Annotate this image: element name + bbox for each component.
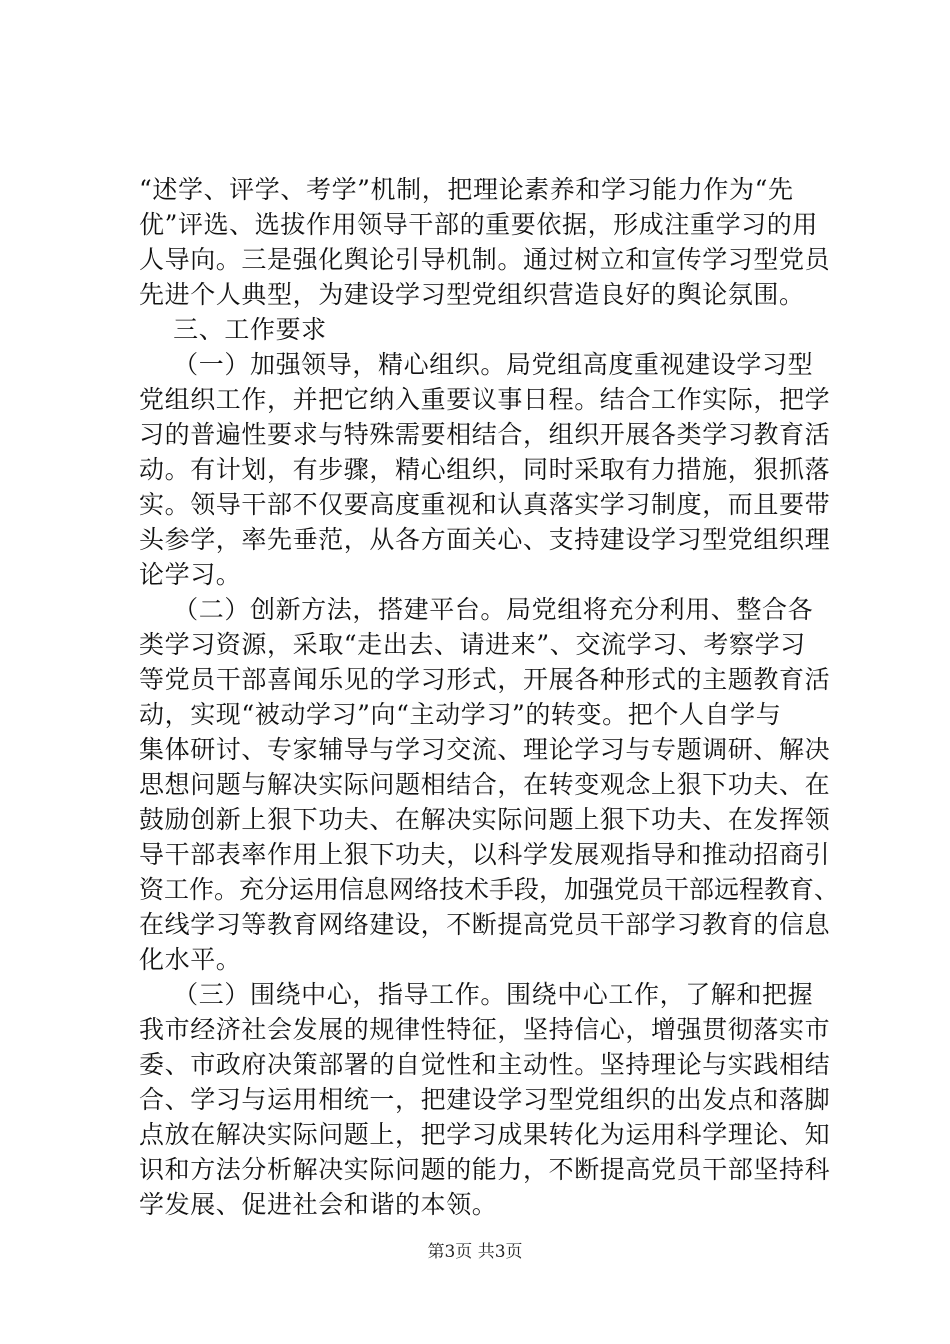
text-line: 动，实现“被动学习”向“主动学习”的转变。把个人自学与: [139, 700, 782, 729]
text-line: 等党员干部喜闻乐见的学习形式，开展各种形式的主题教育活: [139, 665, 831, 694]
text-line: 集体研讨、专家辅导与学习交流、理论学习与专题调研、解决: [139, 735, 831, 764]
text-line: 人导向。三是强化舆论引导机制。通过树立和宣传学习型党员: [139, 245, 831, 274]
text-line: （二）创新方法，搭建平台。局党组将充分利用、整合各: [139, 595, 814, 624]
text-line: 委、市政府决策部署的自觉性和主动性。坚持理论与实践相结: [139, 1050, 831, 1079]
page-number-footer: 第3页 共3页: [427, 1242, 523, 1262]
text-line: 我市经济社会发展的规律性特征，坚持信心，增强贯彻落实市: [139, 1015, 831, 1044]
text-line: 化水平。: [139, 945, 242, 974]
body-text: [139, 172, 839, 1222]
text-line: 先进个人典型，为建设学习型党组织营造良好的舆论氛围。: [139, 280, 805, 309]
text-line: 合、学习与运用相统一，把建设学习型党组织的出发点和落脚: [139, 1085, 831, 1114]
text-line: 导干部表率作用上狠下功夫，以科学发展观指导和推动招商引: [139, 840, 831, 869]
text-line: 类学习资源，采取“走出去、请进来”、交流学习、考察学习: [139, 630, 806, 659]
text-line: （一）加强领导，精心组织。局党组高度重视建设学习型: [139, 350, 814, 379]
text-line: 学发展、促进社会和谐的本领。: [139, 1190, 498, 1219]
text-line: 鼓励创新上狠下功夫、在解决实际问题上狠下功夫、在发挥领: [139, 805, 831, 834]
text-line: 资工作。充分运用信息网络技术手段，加强党员干部远程教育、: [139, 875, 840, 904]
text-line: 识和方法分析解决实际问题的能力，不断提高党员干部坚持科: [139, 1155, 831, 1184]
text-line: 习的普遍性要求与特殊需要相结合，组织开展各类学习教育活: [139, 420, 831, 449]
text-line: “述学、评学、考学”机制，把理论素养和学习能力作为“先: [139, 175, 794, 204]
text-line: 在线学习等教育网络建设，不断提高党员干部学习教育的信息: [139, 910, 831, 939]
text-line: 实。领导干部不仅要高度重视和认真落实学习制度，而且要带: [139, 490, 831, 519]
text-line: 优”评选、选拔作用领导干部的重要依据，形成注重学习的用: [139, 210, 818, 239]
text-line: 点放在解决实际问题上，把学习成果转化为运用科学理论、知: [139, 1120, 831, 1149]
text-line: 党组织工作，并把它纳入重要议事日程。结合工作实际，把学: [139, 385, 831, 414]
text-line: 动。有计划，有步骤，精心组织，同时采取有力措施，狠抓落: [139, 455, 831, 484]
text-line: 思想问题与解决实际问题相结合，在转变观念上狠下功夫、在: [139, 770, 831, 799]
text-line: 论学习。: [139, 560, 242, 589]
text-line: 头参学，率先垂范，从各方面关心、支持建设学习型党组织理: [139, 525, 831, 554]
text-line: （三）围绕中心，指导工作。围绕中心工作，了解和把握: [139, 980, 814, 1009]
section-heading: 三、工作要求: [139, 315, 327, 344]
